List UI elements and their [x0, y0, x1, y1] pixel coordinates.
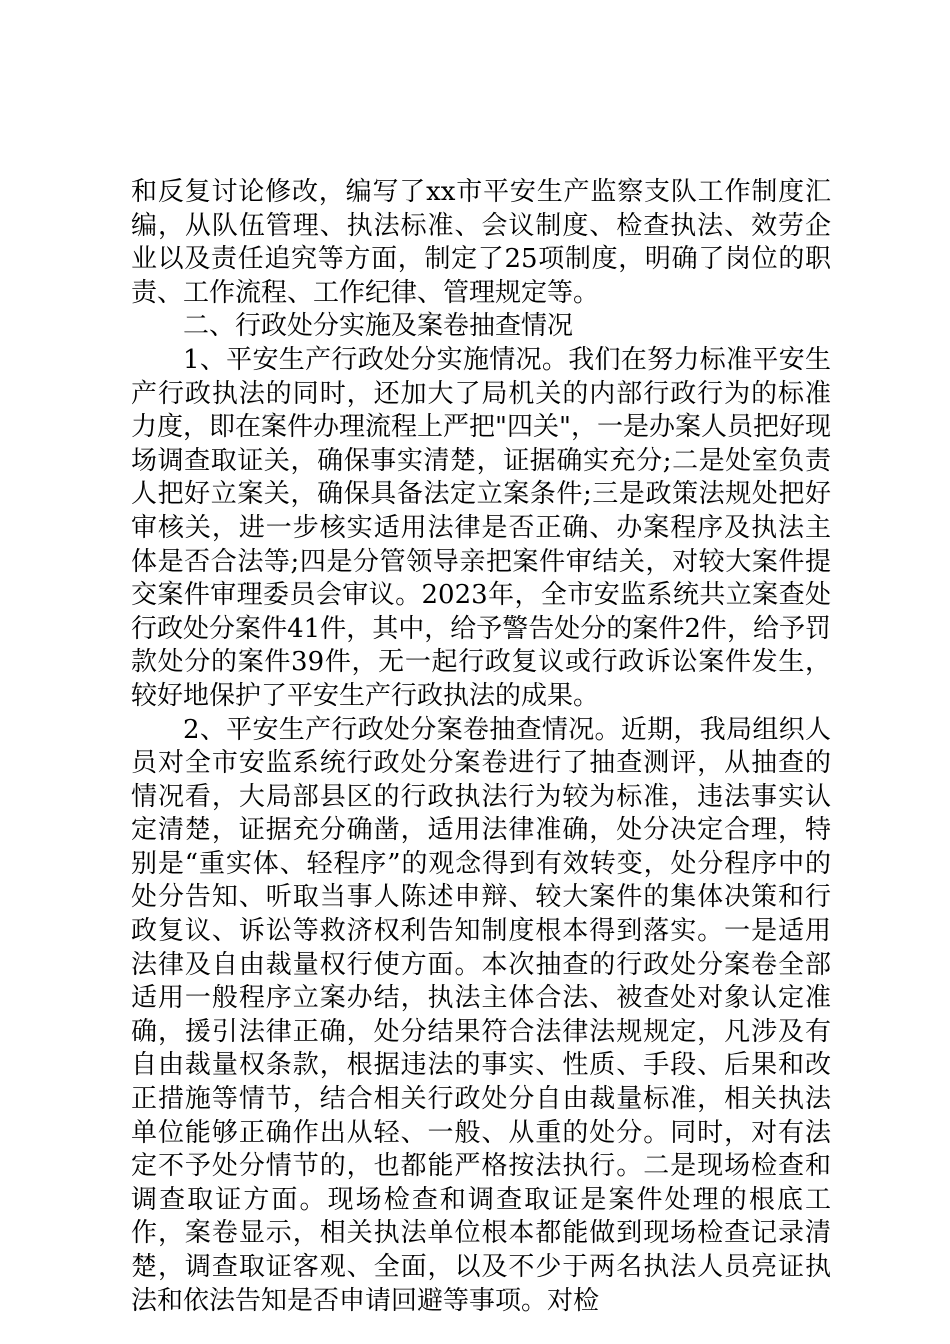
document-body [131, 176, 831, 1318]
section-heading: 二、行政处分实施及案卷抽查情况 [183, 311, 574, 342]
paragraph-item-2: 2、平安生产行政处分案卷抽查情况。近期，我局组织人员对全市安监系统行政处分案卷进行了抽查测评，从抽查的情况看，大局部县区的行政执法行为较为标准，违法事实认定清楚，证据充分确凿，适用法律准确，处分决定合理，特别是“重实体、轻程序”的观念得到有效转变，处分程序中的处分告知、听取当事人陈述申辩、较大案件的集体决策和行政复议、诉讼等救济权利告知制度根本得到落实。一是适用法律及自由裁量权行使方面。本次抽查的行政处分案卷全部适用一般程序立案办结，执法主体合法、被查处对象认定准确，援引法律正确，处分结果符合法律法规规定，凡涉及有自由裁量权条款，根据违法的事实、性质、手段、后果和改正措施等情节，结合相关行政处分自由裁量标准，相关执法单位能够正确作出从轻、一般、从重的处分。同时，对有法定不予处分情节的，也都能严格按法执行。二是现场检查和调查取证方面。现场检查和调查取证是案件处理的根底工作，案卷显示，相关执法单位根本都能做到现场检查记录清楚，调查取证客观、全面，以及不少于两名执法人员亮证执法和依法告知是否申请回避等事项。对检 [131, 714, 831, 1316]
paragraph-continuation: 和反复讨论修改，编写了xx市平安生产监察支队工作制度汇编，从队伍管理、执法标准、会议制度、检查执法、效劳企业以及责任追究等方面，制定了25项制度，明确了岗位的职责、工作流程、工作纪律、管理规定等。 [131, 177, 831, 308]
paragraph-item-1: 1、平安生产行政处分实施情况。我们在努力标准平安生产行政执法的同时，还加大了局机关的内部行政行为的标准力度，即在案件办理流程上严把"四关"，一是办案人员把好现场调查取证关，确保事实清楚，证据确实充分;二是处室负责人把好立案关，确保具备法定立案条件;三是政策法规处把好审核关，进一步核实适用法律是否正确、办案程序及执法主体是否合法等;四是分管领导亲把案件审结关，对较大案件提交案件审理委员会审议。2023年，全市安监系统共立案查处行政处分案件41件，其中，给予警告处分的案件2件，给予罚款处分的案件39件，无一起行政复议或行政诉讼案件发生，较好地保护了平安生产行政执法的成果。 [131, 344, 831, 711]
